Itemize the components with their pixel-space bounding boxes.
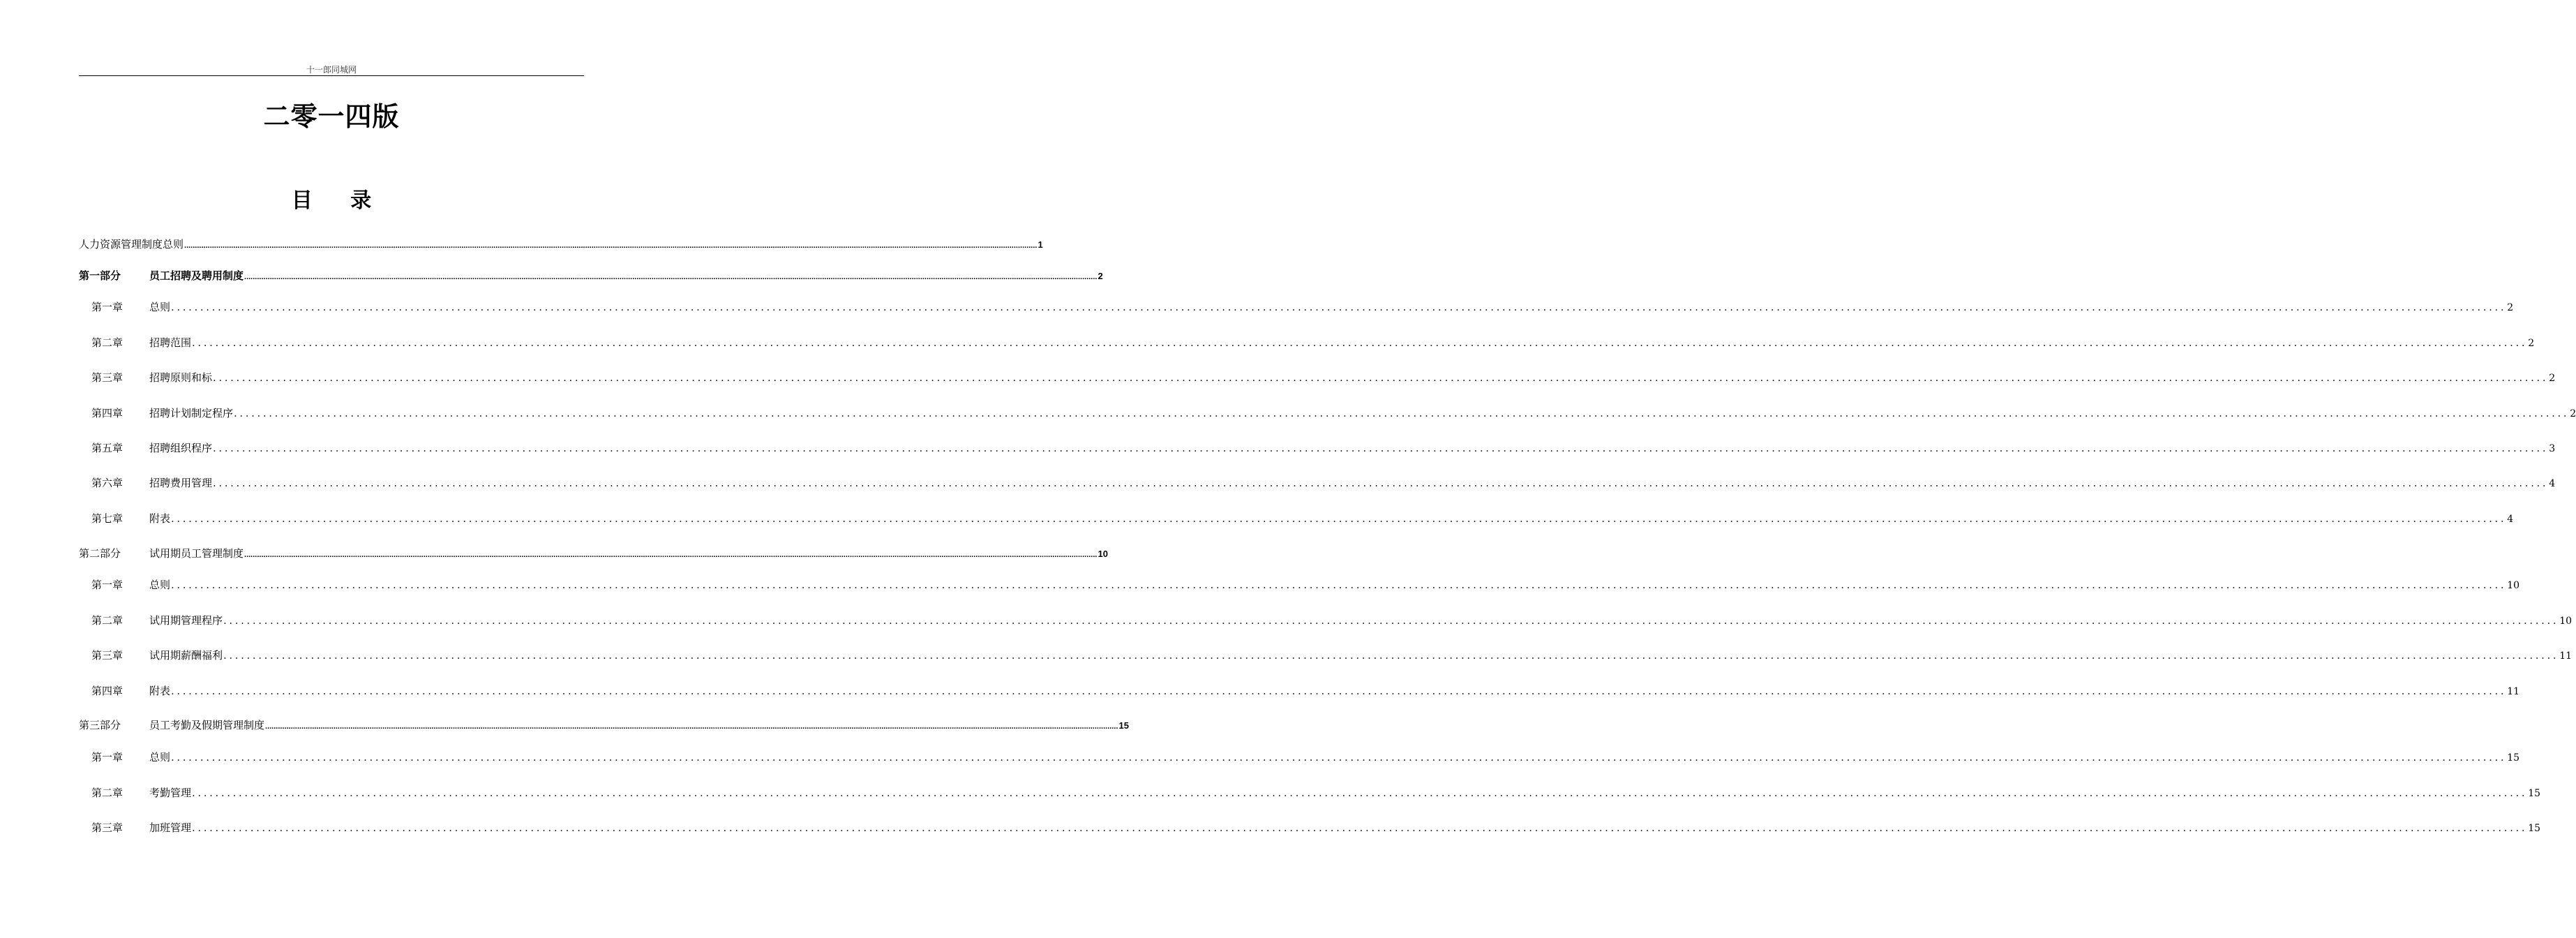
toc-entry-label: 试用期管理程序 [149,614,223,627]
toc-leader-dots: ................................................................................................................................................................................................................................................................................................................................................................................................................ [244,273,1098,281]
toc-leader-dots: ................................................................................................................................................................................................................................................................................................................................................................................................................ [192,821,2528,834]
toc-entry-number: 第一章 [91,301,123,313]
toc-entry-label: 员工招聘及聘用制度 [149,269,244,282]
toc-entry[interactable] [79,577,2520,593]
toc-entry[interactable] [79,440,2556,456]
toc-entry[interactable] [79,511,2514,526]
toc-leader-dots: ................................................................................................................................................................................................................................................................................................................................................................................................................ [234,407,2570,419]
toc-entry[interactable] [79,268,1103,283]
toc-leader-dots: ................................................................................................................................................................................................................................................................................................................................................................................................................ [171,685,2507,697]
toc-leader-dots: ................................................................................................................................................................................................................................................................................................................................................................................................................ [223,649,2559,662]
toc-entry[interactable] [79,613,2573,628]
toc-entry-page: 15 [1118,720,1129,731]
toc-entry-page: 2 [2528,338,2535,349]
toc-leader-dots: ................................................................................................................................................................................................................................................................................................................................................................................................................ [213,442,2549,454]
toc-leader-dots: ................................................................................................................................................................................................................................................................................................................................................................................................................ [171,301,2507,313]
toc-entry[interactable] [79,405,2576,421]
toc-entry-label: 试用期薪酬福利 [149,649,223,662]
toc-entry-label: 试用期员工管理制度 [149,547,244,560]
toc-entry[interactable] [79,717,1129,733]
toc-entry-number: 第三章 [91,649,123,662]
page-header: 十一郎同城网 [306,65,357,75]
toc-entry-label: 招聘范围 [149,336,192,349]
toc-entry-page: 2 [2570,408,2576,419]
toc-entry-page: 10 [1098,549,1108,559]
toc-entry-label: 招聘计划制定程序 [149,407,234,419]
toc-entry[interactable] [79,683,2520,699]
toc-entry-page: 4 [2549,478,2556,489]
toc-entry-page: 2 [2549,373,2556,384]
toc-entry-page: 2 [1098,271,1103,281]
toc-entry[interactable] [79,299,2514,315]
toc-entry-number: 第六章 [91,477,123,489]
toc-entry[interactable] [79,820,2541,835]
toc-entry-page: 4 [2507,514,2514,525]
toc-entry-page: 3 [2549,443,2556,454]
toc-entry[interactable] [79,648,2573,663]
document-title: 二零一四版 [263,100,400,132]
toc-entry-number: 第七章 [91,512,123,525]
toc-entry[interactable] [79,785,2541,801]
toc-entry-number: 第一章 [91,579,123,591]
toc-entry-number: 第一章 [91,751,123,764]
toc-leader-dots: ................................................................................................................................................................................................................................................................................................................................................................................................................ [223,614,2559,627]
toc-entry-number: 第四章 [91,407,123,419]
toc-entry-label: 总则 [149,301,171,313]
toc-entry-label: 招聘组织程序 [149,442,213,454]
toc-entry-page: 15 [2528,823,2541,834]
toc-leader-dots: ................................................................................................................................................................................................................................................................................................................................................................................................................ [171,579,2507,591]
toc-entry-page: 1 [1038,239,1043,250]
toc-leader-dots: ................................................................................................................................................................................................................................................................................................................................................................................................................ [184,241,1038,250]
toc-leader-dots: ................................................................................................................................................................................................................................................................................................................................................................................................................ [244,551,1098,559]
toc-entry-page: 11 [2559,650,2573,662]
toc-entry-page: 11 [2507,686,2520,697]
toc-leader-dots: ................................................................................................................................................................................................................................................................................................................................................................................................................ [265,722,1118,731]
toc-entry-label: 招聘原则和标 [149,371,213,384]
toc-entry-page: 10 [2559,616,2573,627]
toc-entry-page: 10 [2507,580,2520,591]
toc-entry-number: 第二章 [91,614,123,627]
toc-leader-dots: ................................................................................................................................................................................................................................................................................................................................................................................................................ [213,477,2549,489]
toc-entry[interactable] [79,546,1108,561]
toc-entry-page: 15 [2528,788,2541,799]
toc-entry[interactable] [79,370,2556,385]
toc-entry-label: 人力资源管理制度总则 [79,238,184,251]
toc-entry-label: 总则 [149,579,171,591]
toc-entry-label: 加班管理 [149,821,192,834]
toc-entry-page: 15 [2507,752,2520,764]
toc-leader-dots: ................................................................................................................................................................................................................................................................................................................................................................................................................ [192,336,2528,349]
toc-entry-number: 第三章 [91,821,123,834]
toc-entry-label: 考勤管理 [149,787,192,799]
toc-entry-number: 第三章 [91,371,123,384]
header-rule [79,75,584,76]
toc-entry-number: 第四章 [91,685,123,697]
toc-entry-label: 总则 [149,751,171,764]
toc-entry-number: 第一部分 [79,269,121,282]
toc-leader-dots: ................................................................................................................................................................................................................................................................................................................................................................................................................ [171,751,2507,764]
toc-leader-dots: ................................................................................................................................................................................................................................................................................................................................................................................................................ [213,371,2549,384]
toc-heading: 目 录 [291,188,387,213]
toc-entry-number: 第二章 [91,787,123,799]
toc-entry-label: 附表 [149,512,171,525]
toc-leader-dots: ................................................................................................................................................................................................................................................................................................................................................................................................................ [192,787,2528,799]
toc-entry-page: 2 [2507,302,2514,313]
toc-entry[interactable] [79,335,2535,350]
toc-entry-number: 第五章 [91,442,123,454]
toc-entry-number: 第二部分 [79,547,121,560]
toc-entry-number: 第三部分 [79,719,121,731]
toc-leader-dots: ................................................................................................................................................................................................................................................................................................................................................................................................................ [171,512,2507,525]
toc-entry[interactable] [79,475,2556,491]
toc-entry-label: 附表 [149,685,171,697]
toc-entry-number: 第二章 [91,336,123,349]
toc-entry-label: 员工考勤及假期管理制度 [149,719,265,731]
toc-entry-label: 招聘费用管理 [149,477,213,489]
toc-entry[interactable] [79,237,1043,252]
toc-entry[interactable] [79,750,2520,765]
